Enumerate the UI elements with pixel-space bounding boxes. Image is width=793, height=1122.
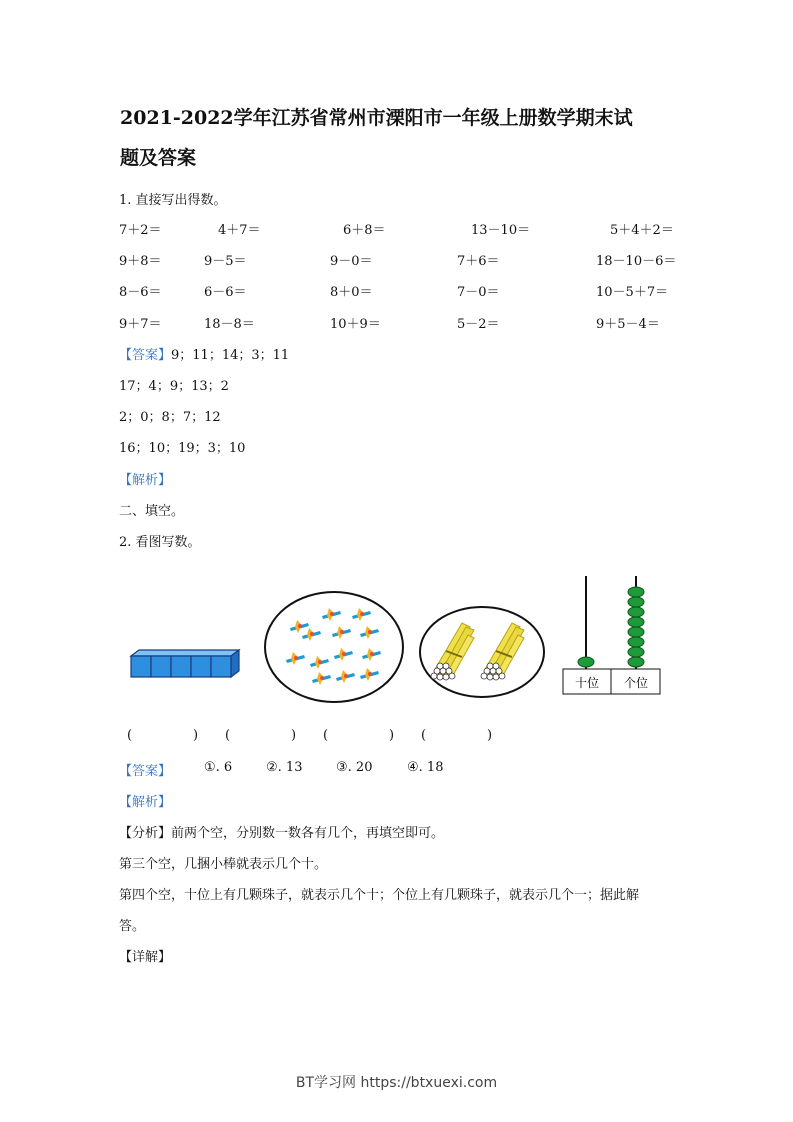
one-bead	[628, 597, 644, 607]
q1-item: 4＋7＝	[218, 223, 261, 238]
q1-item: 9＋8＝	[119, 254, 162, 269]
page-footer: BT学习网 https://btxuexi.com	[295, 1075, 498, 1091]
q2-heading: 2. 看图写数。	[119, 535, 201, 550]
q1-answer-line	[119, 344, 289, 363]
blank-close: )	[389, 728, 395, 743]
q2-answer-item: ③. 20	[336, 760, 373, 775]
one-bead	[628, 627, 644, 637]
q1-item: 7＋2＝	[119, 223, 162, 238]
q1-item: 8－6＝	[119, 285, 162, 300]
section-heading: 二、填空。	[119, 504, 185, 519]
one-bead	[628, 637, 644, 647]
blank-open: (	[421, 728, 427, 743]
q1-item: 6－6＝	[204, 285, 247, 300]
q1-item: 8＋0＝	[330, 285, 373, 300]
one-bead	[628, 607, 644, 617]
q1-item: 5＋4＋2＝	[610, 223, 674, 238]
q1-item: 18－8＝	[204, 317, 255, 332]
q1-item: 7＋6＝	[457, 254, 500, 269]
blank-open: (	[127, 728, 133, 743]
q1-item: 9－5＝	[204, 254, 247, 269]
q1-item: 18－10－6＝	[596, 254, 677, 269]
doc-title-line-2: 题及答案	[120, 147, 197, 169]
ones-place-label: 个位	[623, 676, 649, 690]
q1-item: 13－10＝	[471, 223, 531, 238]
blank-close: )	[487, 728, 493, 743]
q2-answer-item: ④. 18	[407, 760, 444, 775]
q2-detail-tag: 【详解】	[119, 950, 172, 965]
q1-heading: 1. 直接写出得数。	[119, 193, 227, 208]
q1-answer-line: 2；0；8；7；12	[119, 410, 221, 425]
q2-answer-item: ①. 6	[204, 760, 233, 775]
q2-answer-item: ②. 13	[266, 760, 303, 775]
q2-analysis-tag: 【解析】	[119, 795, 172, 810]
q1-item: 9＋5－4＝	[596, 317, 660, 332]
blank-close: )	[193, 728, 199, 743]
q1-item: 7－0＝	[457, 285, 500, 300]
q1-answer-line: 16；10；19；3；10	[119, 441, 246, 456]
one-bead	[628, 587, 644, 597]
blank-open: (	[225, 728, 231, 743]
blank-close: )	[291, 728, 297, 743]
doc-title-line-1: 2021-2022学年江苏省常州市溧阳市一年级上册数学期末试	[120, 107, 633, 129]
one-bead	[628, 647, 644, 657]
q1-item: 10＋9＝	[330, 317, 381, 332]
abacus-figure	[560, 574, 665, 699]
answer-text: 9；11；14；3；11	[171, 348, 290, 363]
one-bead	[628, 617, 644, 627]
q2-analysis-line: 【分析】前两个空，分别数一数各有几个，再填空即可。	[119, 826, 445, 841]
answer-tag: 【答案】	[119, 348, 172, 363]
stick-bundles-figure	[418, 605, 548, 700]
tens-place-label: 十位	[574, 676, 600, 690]
cube-row-figure	[128, 648, 243, 680]
q1-item: 9－0＝	[330, 254, 373, 269]
one-bead	[628, 657, 644, 667]
blank-open: (	[323, 728, 329, 743]
q1-analysis-tag: 【解析】	[119, 473, 172, 488]
q2-analysis-line: 第四个空，十位上有几颗珠子，就表示几个十；个位上有几颗珠子，就表示几个一；据此解	[119, 888, 640, 903]
ten-bead	[578, 657, 594, 667]
q1-answer-line: 17；4；9；13；2	[119, 379, 229, 394]
q1-item: 9＋7＝	[119, 317, 162, 332]
q2-answer-tag: 【答案】	[119, 764, 172, 779]
q1-item: 5－2＝	[457, 317, 500, 332]
q1-item: 6＋8＝	[343, 223, 386, 238]
planes-figure	[263, 590, 408, 705]
q1-item: 10－5＋7＝	[596, 285, 669, 300]
q2-analysis-line: 第三个空，几捆小棒就表示几个十。	[119, 857, 328, 872]
q2-analysis-line: 答。	[119, 919, 146, 934]
